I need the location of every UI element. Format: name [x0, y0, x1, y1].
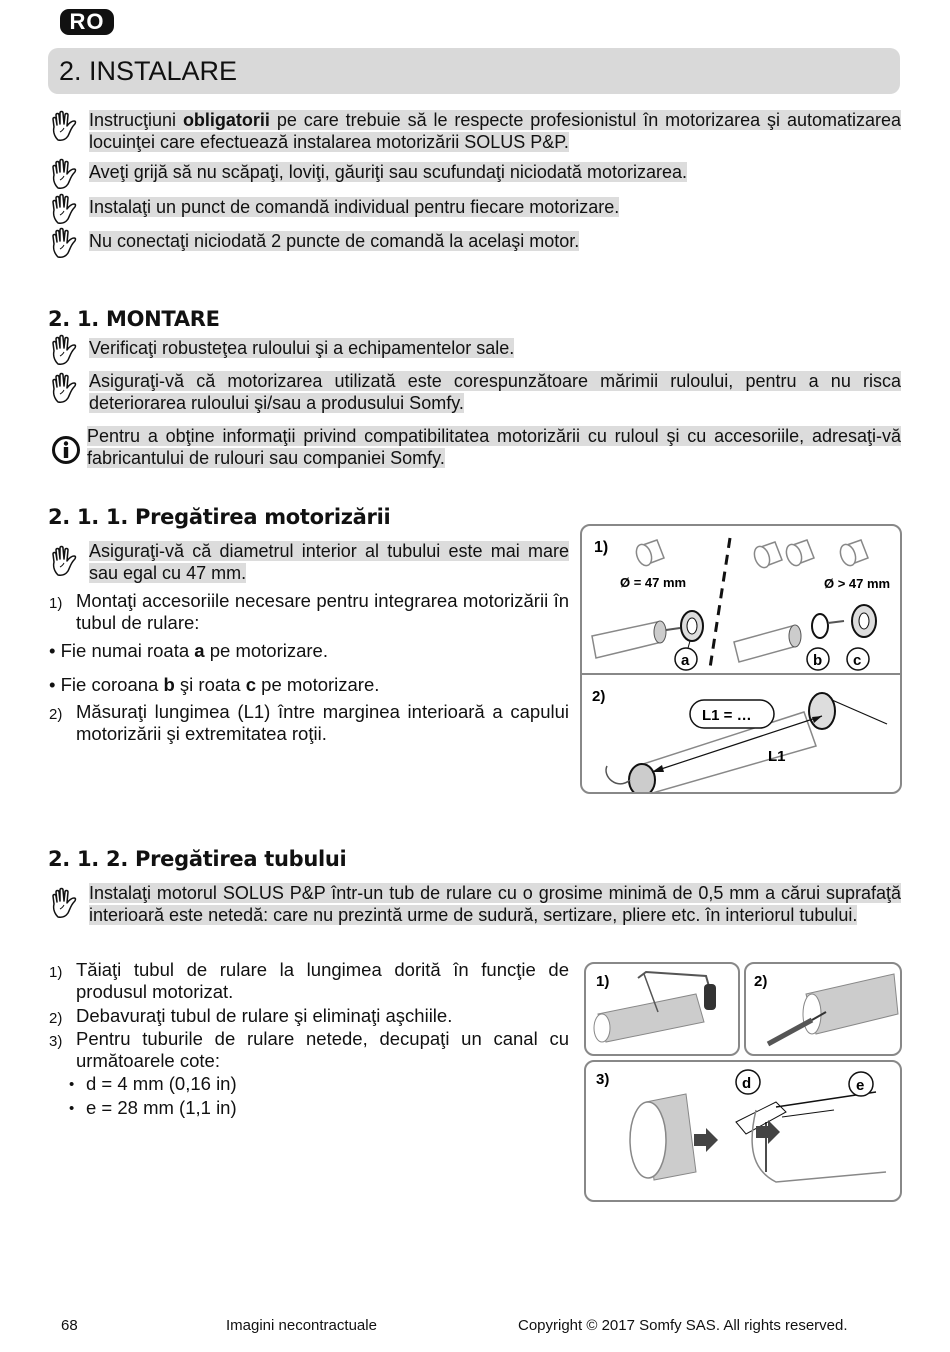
prep-tube-rule: Instalaţi motorul SOLUS P&P într-un tub de rulare cu o grosime minimă de 0,5 mm a cărui suprafaţă interioară este netedă: care nu prezintă urme de sudură, sertizare, pliere etc. în interiorul tubului.	[89, 883, 901, 925]
fig-label-2: 2)	[754, 973, 768, 990]
fig-label-1: 1)	[594, 539, 609, 556]
figure-groove-tube	[584, 1060, 902, 1202]
dimension-e: e = 28 mm (1,1 in)	[86, 1097, 237, 1118]
bullet-wheel-a: • Fie numai roata a pe motorizare.	[49, 640, 328, 661]
footer-note: Imagini necontractuale	[226, 1317, 377, 1334]
tube-section-icon	[634, 540, 664, 568]
section-header	[48, 48, 900, 94]
prep-motor-step-2: Măsuraţi lungimea (L1) între marginea interioară a capului motorizării şi extremitatea roţii.	[76, 701, 569, 744]
info-icon	[51, 435, 81, 465]
prep-tube-step-2: Debavuraţi tubul de rulare şi eliminaţi aşchiile.	[76, 1005, 453, 1026]
hand-warning-icon	[50, 227, 80, 259]
label-c: c	[853, 652, 862, 669]
label-a: a	[681, 652, 690, 669]
prep-tube-step-3: Pentru tuburile de rulare netede, decupaţi un canal cu următoarele cote:	[76, 1028, 569, 1071]
hand-warning-icon	[50, 193, 80, 225]
prep-tube-step-1: Tăiaţi tubul de rulare la lungimea dorită în funcţie de produsul motorizat.	[76, 959, 569, 1002]
figure-motor-prep	[580, 524, 902, 794]
section-title: 2. INSTALARE	[59, 56, 238, 86]
page-number: 68	[61, 1317, 78, 1334]
step-number: 2)	[49, 706, 63, 723]
tube-icon	[630, 1094, 696, 1180]
fig-label-2: 2)	[592, 688, 606, 705]
language-badge: RO	[60, 9, 114, 35]
figure-cut-tube	[584, 962, 740, 1056]
rule-connect: Nu conectaţi niciodată 2 puncte de comandă la acelaşi motor.	[89, 231, 580, 251]
step-number: 3)	[49, 1033, 63, 1050]
hand-warning-icon	[50, 334, 80, 366]
bullet-dot: •	[69, 1076, 75, 1093]
hand-warning-icon	[50, 887, 80, 919]
prep-motor-rule: Asiguraţi-vă că diametrul interior al tubului este mai mare sau egal cu 47 mm.	[89, 541, 569, 583]
diameter-eq-47: Ø = 47 mm	[620, 575, 687, 590]
prep-motor-step-1: Montaţi accesoriile necesare pentru integrarea motorizării în tubul de rulare:	[76, 590, 569, 633]
tube-section-icon	[752, 540, 868, 570]
saw-tube-icon	[594, 972, 716, 1042]
label-d: d	[742, 1075, 752, 1092]
rule-drop: Aveţi grijă să nu scăpaţi, loviţi, găuriţi sau scufundaţi niciodată motorizarea.	[89, 162, 687, 182]
montare-rule-1: Verificaţi robusteţea ruloului şi a echipamentelor sale.	[89, 338, 515, 358]
figure-deburr-tube	[744, 962, 902, 1056]
dimension-d: d = 4 mm (0,16 in)	[86, 1073, 237, 1094]
label-b: b	[813, 652, 823, 669]
montare-title: 2. 1. MONTARE	[48, 307, 220, 331]
prep-motor-title: 2. 1. 1. Pregătirea motorizării	[48, 505, 391, 529]
hand-warning-icon	[50, 158, 80, 190]
dashed-separator	[710, 538, 730, 668]
l1-eq-label: L1 = …	[702, 707, 752, 724]
montare-rule-2: Asiguraţi-vă că motorizarea utilizată este corespunzătoare mărimii ruloului, pentru a nu risca deteriorarea ruloului şi/sau a produsului Somfy.	[89, 371, 901, 413]
step-number: 1)	[49, 595, 63, 612]
arrow-icon	[694, 1128, 718, 1152]
fig-label-3: 3)	[596, 1071, 610, 1088]
footer-copyright: Copyright © 2017 Somfy SAS. All rights reserved.	[518, 1317, 848, 1334]
diameter-gt-47: Ø > 47 mm	[824, 576, 891, 591]
hand-warning-icon	[50, 372, 80, 404]
fig-label-1: 1)	[596, 973, 610, 990]
montare-info: Pentru a obţine informaţii privind compatibilitatea motorizării cu ruloul şi cu accesoriile, adresaţi-vă fabricantului de rulouri sau companiei Somfy.	[87, 426, 901, 468]
bullet-dot: •	[69, 1100, 75, 1117]
deburr-tube-icon	[768, 974, 898, 1044]
rule-control-point: Instalaţi un punct de comandă individual pentru fiecare motorizare.	[89, 197, 620, 217]
step-number: 1)	[49, 964, 63, 981]
l1-label: L1	[768, 748, 786, 765]
step-number: 2)	[49, 1010, 63, 1027]
label-e: e	[856, 1077, 865, 1094]
prep-tube-title: 2. 1. 2. Pregătirea tubului	[48, 847, 347, 871]
hand-warning-icon	[50, 110, 80, 142]
hand-warning-icon	[50, 545, 80, 577]
bullet-crown-b-wheel-c: • Fie coroana b şi roata c pe motorizare.	[49, 674, 380, 695]
rule-mandatory: Instrucţiuni obligatorii pe care trebuie să le respecte profesionistul în motorizarea şi automatizarea locuinţei care efectuează instalarea motorizării SOLUS P&P.	[89, 110, 902, 152]
